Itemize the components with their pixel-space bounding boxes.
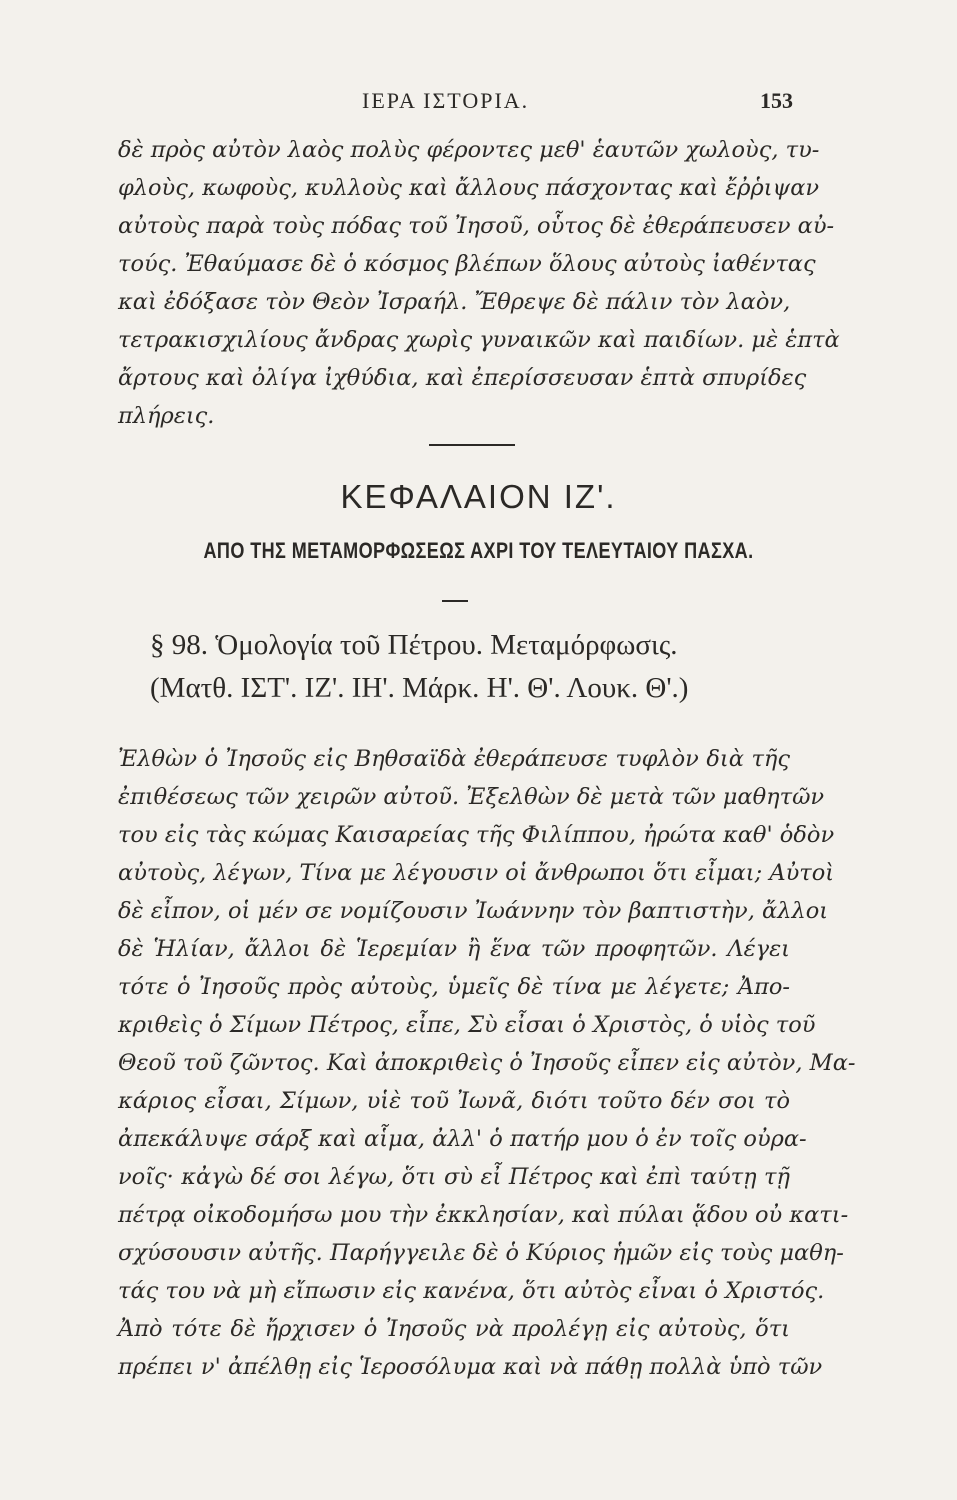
text-line: τότε ὁ Ἰησοῦς πρὸς αὐτοὺς, ὑμεῖς δὲ τίνα με λέγετε; Ἀπο- <box>118 974 790 1000</box>
text-line: νοῖς· κἀγὼ δέ σοι λέγω, ὅτι σὺ εἶ Πέτρος καὶ ἐπὶ ταύτῃ τῇ <box>118 1164 790 1190</box>
page-header <box>0 88 957 118</box>
text-line: Θεοῦ τοῦ ζῶντος. Καὶ ἀποκριθεὶς ὁ Ἰησοῦς εἶπεν εἰς αὐτὸν, Μα- <box>118 1050 856 1076</box>
text-line: κάριος εἶσαι, Σίμων, υἱὲ τοῦ Ἰωνᾶ, διότι τοῦτο δέν σοι τὸ <box>118 1088 790 1114</box>
chapter-subtitle: ΑΠΟ ΤΗΣ ΜΕΤΑΜΟΡΦΩΣΕΩΣ ΑΧΡΙ ΤΟΥ ΤΕΛΕΥΤΑΙΟΥ ΠΑΣΧΑ. <box>203 538 754 563</box>
text-line: δὲ εἶπον, οἱ μέν σε νομίζουσιν Ἰωάννην τὸν βαπτιστὴν, ἄλλοι <box>118 898 829 924</box>
text-line: πλήρεις. <box>118 403 215 429</box>
text-line: πρέπει ν' ἀπέλθῃ εἰς Ἱεροσόλυμα καὶ νὰ πάθῃ πολλὰ ὑπὸ τῶν <box>118 1354 823 1380</box>
running-title: ΙΕΡΑ ΙΣΤΟΡΙΑ. <box>362 88 530 113</box>
divider-rule <box>429 444 515 446</box>
section-title: § 98. Ὁμολογία τοῦ Πέτρου. Μεταμόρφωσις. <box>150 629 678 661</box>
text-line: φλοὺς, κωφοὺς, κυλλοὺς καὶ ἄλλους πάσχοντας καὶ ἔῤῥιψαν <box>118 175 820 201</box>
text-line: τάς του νὰ μὴ εἴπωσιν εἰς κανένα, ὅτι αὐτὸς εἶναι ὁ Χριστός. <box>118 1278 825 1304</box>
text-line: σχύσουσιν αὐτῆς. Παρήγγειλε δὲ ὁ Κύριος ἡμῶν εἰς τοὺς μαθη- <box>118 1240 844 1266</box>
chapter-title: ΚΕΦΑΛΑΙΟΝ ΙΖ'. <box>340 478 617 515</box>
section-references: (Ματθ. ΙΣΤ'. ΙΖ'. ΙΗ'. Μάρκ. Η'. Θ'. Λουκ. Θ'.) <box>150 672 689 704</box>
intro-paragraph <box>118 131 840 435</box>
text-line: τετρακισχιλίους ἄνδρας χωρὶς γυναικῶν καὶ παιδίων. μὲ ἑπτὰ <box>118 327 840 353</box>
text-line: καὶ ἐδόξασε τὸν Θεὸν Ἰσραήλ. Ἔθρεψε δὲ πάλιν τὸν λαὸν, <box>118 289 791 315</box>
text-line: του εἰς τὰς κώμας Καισαρείας τῆς Φιλίππου, ἠρώτα καθ' ὁδὸν <box>118 822 835 848</box>
text-line: ἐπιθέσεως τῶν χειρῶν αὐτοῦ. Ἐξελθὼν δὲ μετὰ τῶν μαθητῶν <box>118 784 825 810</box>
body-paragraph <box>118 740 856 1386</box>
text-line: αὐτοὺς παρὰ τοὺς πόδας τοῦ Ἰησοῦ, οὗτος δὲ ἐθεράπευσεν αὐ- <box>118 213 835 239</box>
text-line: αὐτοὺς, λέγων, Τίνα με λέγουσιν οἱ ἄνθρωποι ὅτι εἶμαι; Αὐτοὶ <box>118 860 835 886</box>
text-line: ἄρτους καὶ ὀλίγα ἰχθύδια, καὶ ἐπερίσσευσαν ἑπτὰ σπυρίδες <box>118 365 807 391</box>
text-line: Ἐλθὼν ὁ Ἰησοῦς εἰς Βηθσαϊδὰ ἐθεράπευσε τυφλὸν διὰ τῆς <box>118 746 790 772</box>
text-line: πέτρᾳ οἰκοδομήσω μου τὴν ἐκκλησίαν, καὶ πύλαι ᾅδου οὐ κατι- <box>118 1202 849 1228</box>
text-line: δὲ Ἡλίαν, ἄλλοι δὲ Ἱερεμίαν ἢ ἕνα τῶν προφητῶν. Λέγει <box>118 936 790 962</box>
text-line: Ἀπὸ τότε δὲ ἤρχισεν ὁ Ἰησοῦς νὰ προλέγῃ εἰς αὐτοὺς, ὅτι <box>118 1316 790 1342</box>
text-line: ἀπεκάλυψε σάρξ καὶ αἷμα, ἀλλ' ὁ πατήρ μου ὁ ἐν τοῖς οὐρα- <box>118 1126 807 1152</box>
text-line: κριθεὶς ὁ Σίμων Πέτρος, εἶπε, Σὺ εἶσαι ὁ Χριστὸς, ὁ υἱὸς τοῦ <box>118 1012 816 1038</box>
text-line: δὲ πρὸς αὐτὸν λαὸς πολὺς φέροντες μεθ' ἑαυτῶν χωλοὺς, τυ- <box>118 137 820 163</box>
page-number: 153 <box>760 88 793 113</box>
text-line: τούς. Ἐθαύμασε δὲ ὁ κόσμος βλέπων ὅλους αὐτοὺς ἰαθέντας <box>118 251 816 277</box>
short-divider-rule <box>442 600 468 602</box>
